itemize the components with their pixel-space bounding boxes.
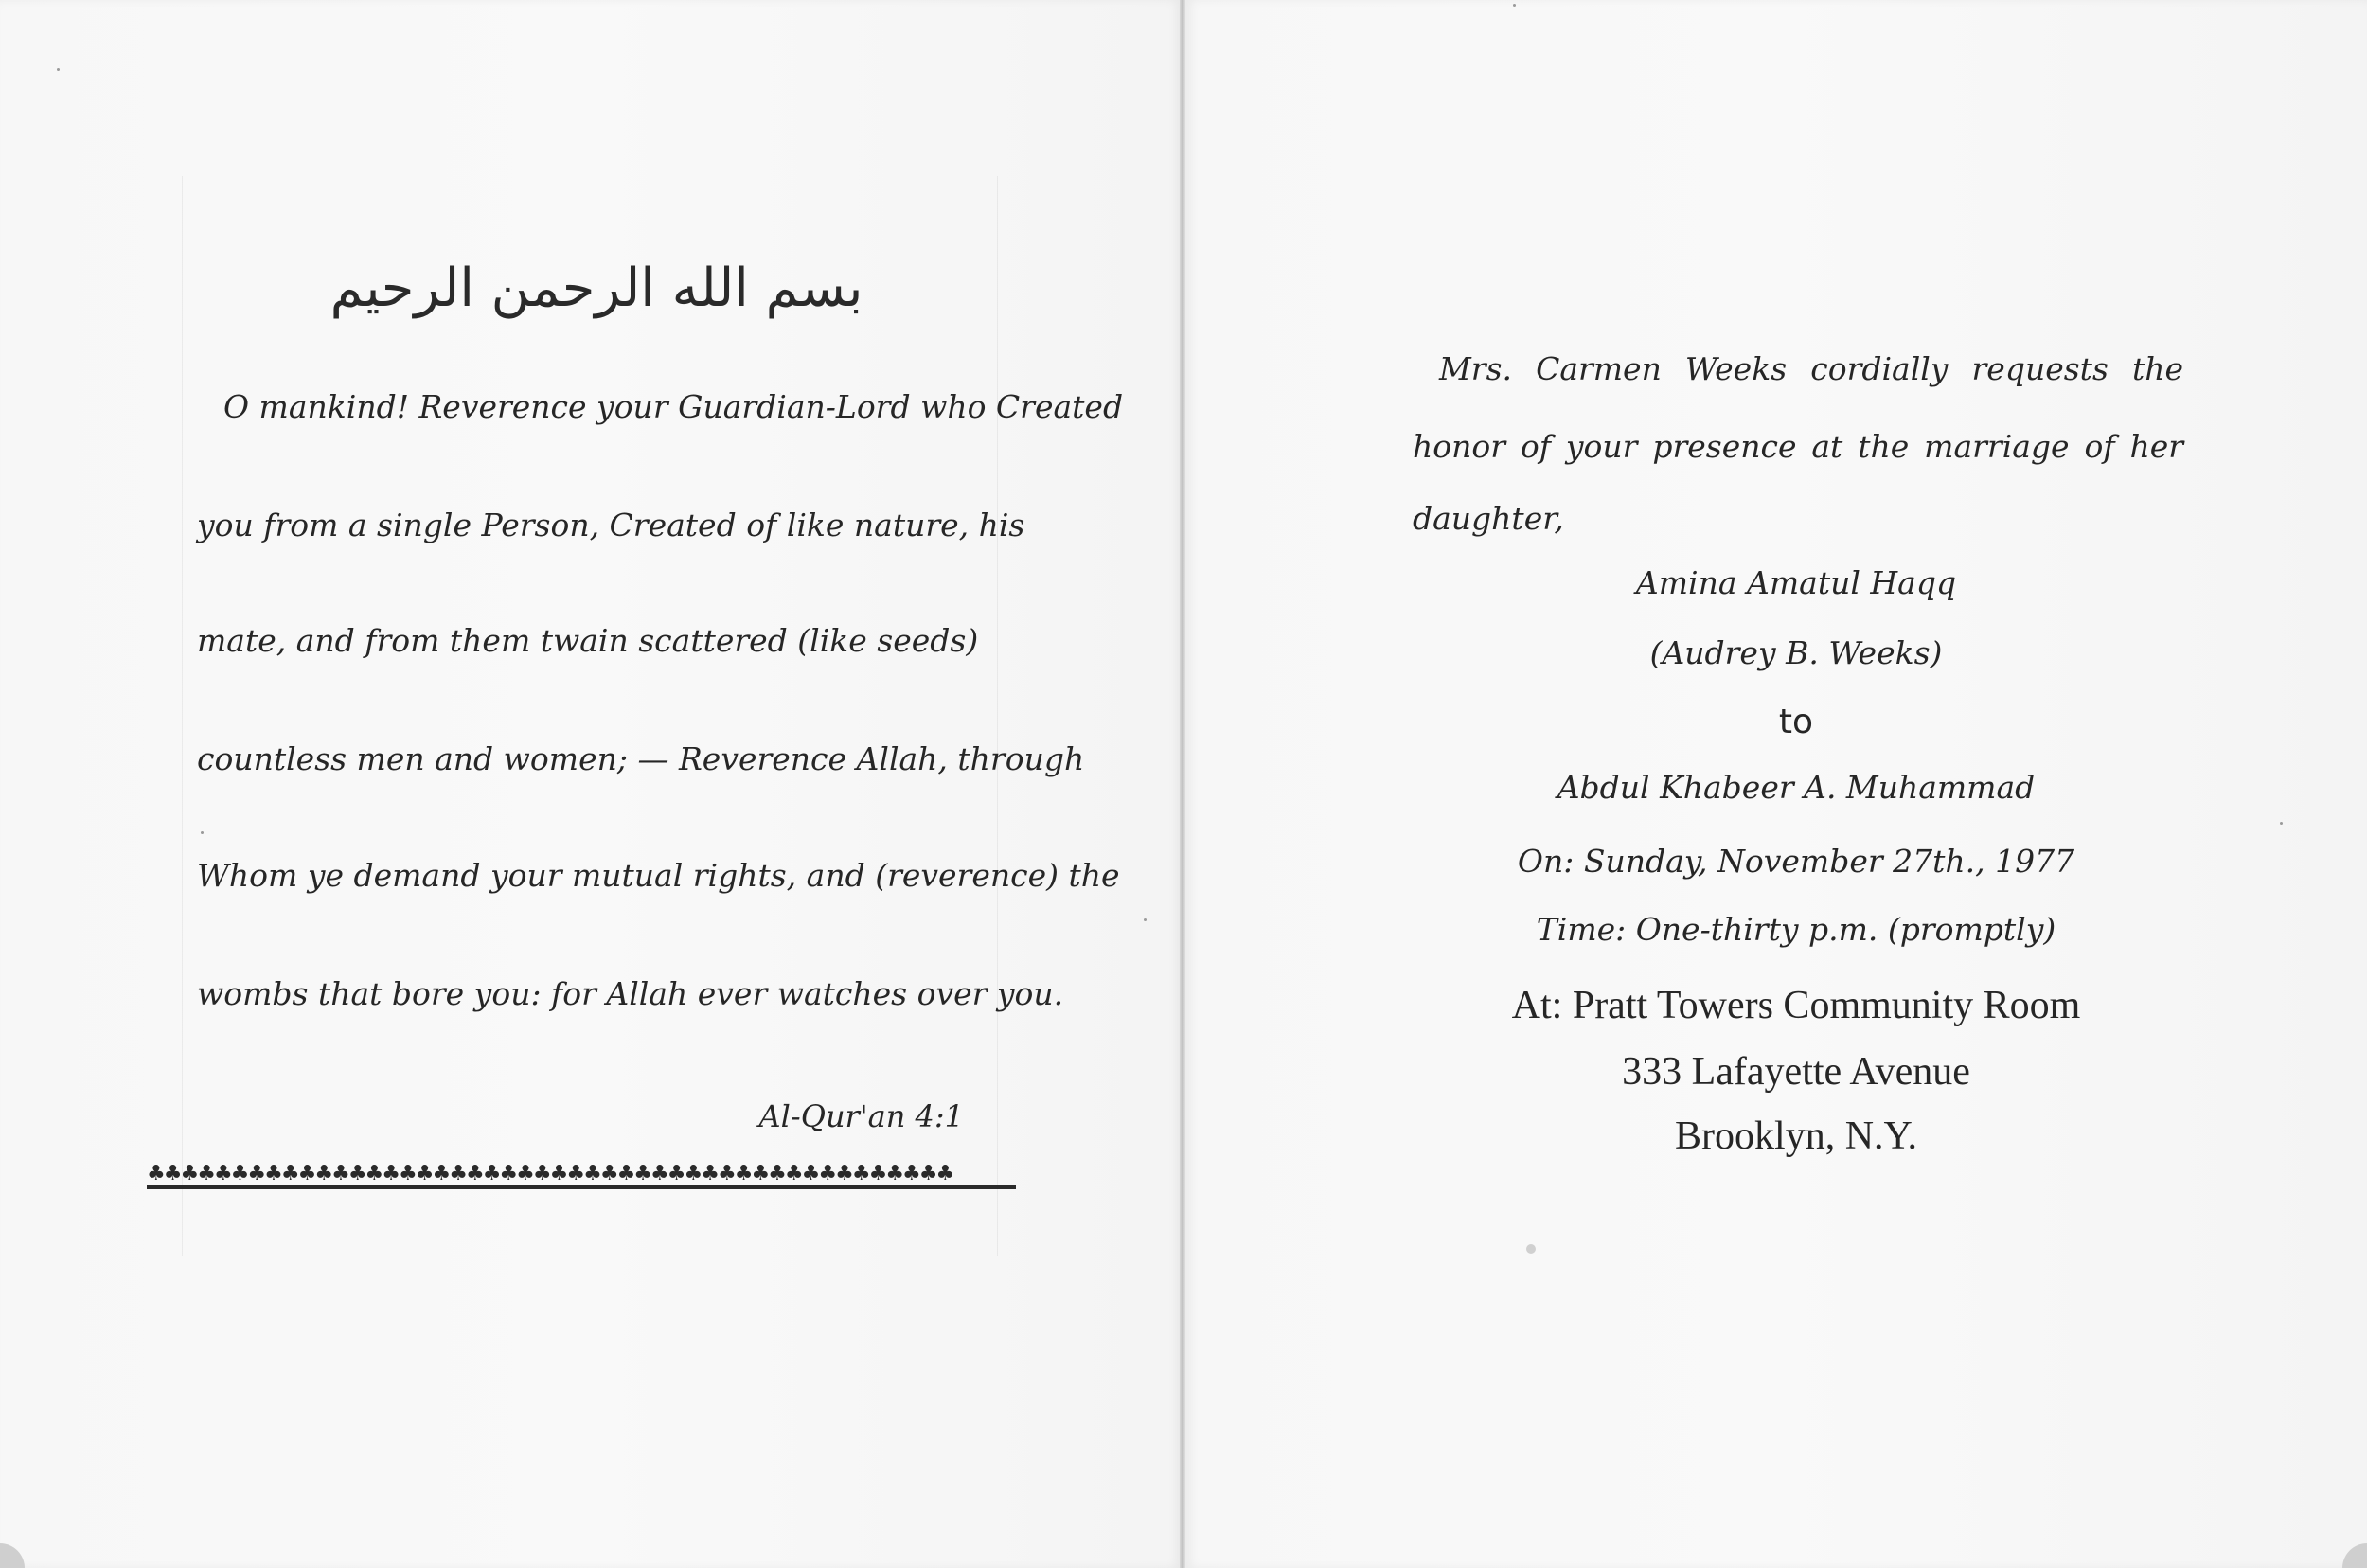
verse-line-3: mate, and from them twain scattered (like seeds) xyxy=(197,622,979,659)
ornament-glyph: ♣ xyxy=(230,1163,248,1185)
ornament-glyph: ♣ xyxy=(213,1163,231,1185)
quran-citation: Al-Qur'an 4:1 xyxy=(758,1098,964,1134)
print-speck xyxy=(2280,822,2283,825)
ornament-glyph: ♣ xyxy=(549,1163,567,1185)
ornament-glyph: ♣ xyxy=(347,1163,365,1185)
ornament-glyph: ♣ xyxy=(280,1163,298,1185)
bismillah-heading: بسم الله الرحمن الرحيم xyxy=(329,258,863,319)
ornament-glyph: ♣ xyxy=(784,1163,802,1185)
event-address: 333 Lafayette Avenue xyxy=(1622,1050,1970,1094)
print-speck xyxy=(57,68,60,71)
decorative-border xyxy=(147,1163,1016,1189)
ornament-glyph: ♣ xyxy=(667,1163,685,1185)
bride-name: Amina Amatul Haqq xyxy=(1635,564,1957,601)
verse-line-1: O mankind! Reverence your Guardian-Lord who Created xyxy=(223,388,1124,425)
ornament-glyph: ♣ xyxy=(633,1163,651,1185)
ornament-glyph: ♣ xyxy=(365,1163,383,1185)
ornament-glyph: ♣ xyxy=(902,1163,919,1185)
ornament-glyph: ♣ xyxy=(331,1163,348,1185)
ornament-glyph: ♣ xyxy=(399,1163,416,1185)
ornament-glyph: ♣ xyxy=(197,1163,214,1185)
ornament-glyph: ♣ xyxy=(734,1163,752,1185)
ornament-glyph: ♣ xyxy=(482,1163,500,1185)
verse-line-4: countless men and women; — Reverence Allah, through xyxy=(197,740,1085,777)
ornament-glyph: ♣ xyxy=(382,1163,400,1185)
ornament-glyph: ♣ xyxy=(163,1163,181,1185)
ornament-glyph: ♣ xyxy=(684,1163,702,1185)
ornament-glyph: ♣ xyxy=(701,1163,718,1185)
ornament-glyph: ♣ xyxy=(768,1163,785,1185)
request-line-3: daughter, xyxy=(1413,500,1564,537)
ornament-glyph: ♣ xyxy=(818,1163,836,1185)
left-page xyxy=(0,0,1182,1568)
bride-former-name: (Audrey B. Weeks) xyxy=(1649,634,1943,671)
event-venue: At: Pratt Towers Community Room xyxy=(1511,984,2081,1027)
ornament-glyph: ♣ xyxy=(801,1163,819,1185)
request-line-2: honor of your presence at the marriage of her xyxy=(1413,428,2183,465)
ornament-glyph: ♣ xyxy=(314,1163,332,1185)
event-time: Time: One-thirty p.m. (promptly) xyxy=(1536,911,2056,948)
ornament-glyph: ♣ xyxy=(499,1163,517,1185)
event-city: Brooklyn, N.Y. xyxy=(1675,1114,1917,1158)
ornament-glyph: ♣ xyxy=(583,1163,600,1185)
ornament-glyph: ♣ xyxy=(918,1163,936,1185)
ornament-glyph: ♣ xyxy=(247,1163,265,1185)
ornament-glyph: ♣ xyxy=(599,1163,617,1185)
print-speck xyxy=(1144,918,1147,921)
ornament-glyph: ♣ xyxy=(180,1163,198,1185)
ornament-glyph: ♣ xyxy=(415,1163,433,1185)
ornament-glyph: ♣ xyxy=(465,1163,483,1185)
ornament-glyph: ♣ xyxy=(449,1163,466,1185)
conjunction-to: to xyxy=(1778,703,1814,741)
print-speck xyxy=(201,831,204,834)
print-speck xyxy=(1526,1244,1536,1254)
verse-line-2: you from a single Person, Created of like nature, his xyxy=(197,507,1025,543)
ornament-glyph: ♣ xyxy=(935,1163,953,1185)
ornament-glyph: ♣ xyxy=(751,1163,769,1185)
verse-panel xyxy=(182,176,1124,1256)
ornament-glyph: ♣ xyxy=(147,1163,164,1185)
verse-line-6: wombs that bore you: for Allah ever watches over you. xyxy=(197,975,1064,1012)
ornament-glyph: ♣ xyxy=(885,1163,903,1185)
event-date: On: Sunday, November 27th., 1977 xyxy=(1517,843,2075,880)
ornament-glyph: ♣ xyxy=(264,1163,281,1185)
ornament-glyph: ♣ xyxy=(851,1163,869,1185)
center-fold xyxy=(1180,0,1185,1568)
ornament-glyph: ♣ xyxy=(516,1163,533,1185)
request-line-1: Mrs. Carmen Weeks cordially requests the xyxy=(1439,350,2183,387)
ornament-glyph: ♣ xyxy=(868,1163,886,1185)
ornament-glyph: ♣ xyxy=(297,1163,315,1185)
ornament-glyph: ♣ xyxy=(532,1163,550,1185)
ornament-glyph: ♣ xyxy=(717,1163,735,1185)
ornament-glyph: ♣ xyxy=(616,1163,634,1185)
ornament-glyph: ♣ xyxy=(566,1163,584,1185)
verse-line-5: Whom ye demand your mutual rights, and (reverence) the xyxy=(197,857,1120,894)
ornament-glyph: ♣ xyxy=(432,1163,450,1185)
print-speck xyxy=(1513,4,1516,7)
groom-name: Abdul Khabeer A. Muhammad xyxy=(1557,769,2036,806)
ornament-glyph: ♣ xyxy=(650,1163,667,1185)
ornament-glyph: ♣ xyxy=(835,1163,852,1185)
